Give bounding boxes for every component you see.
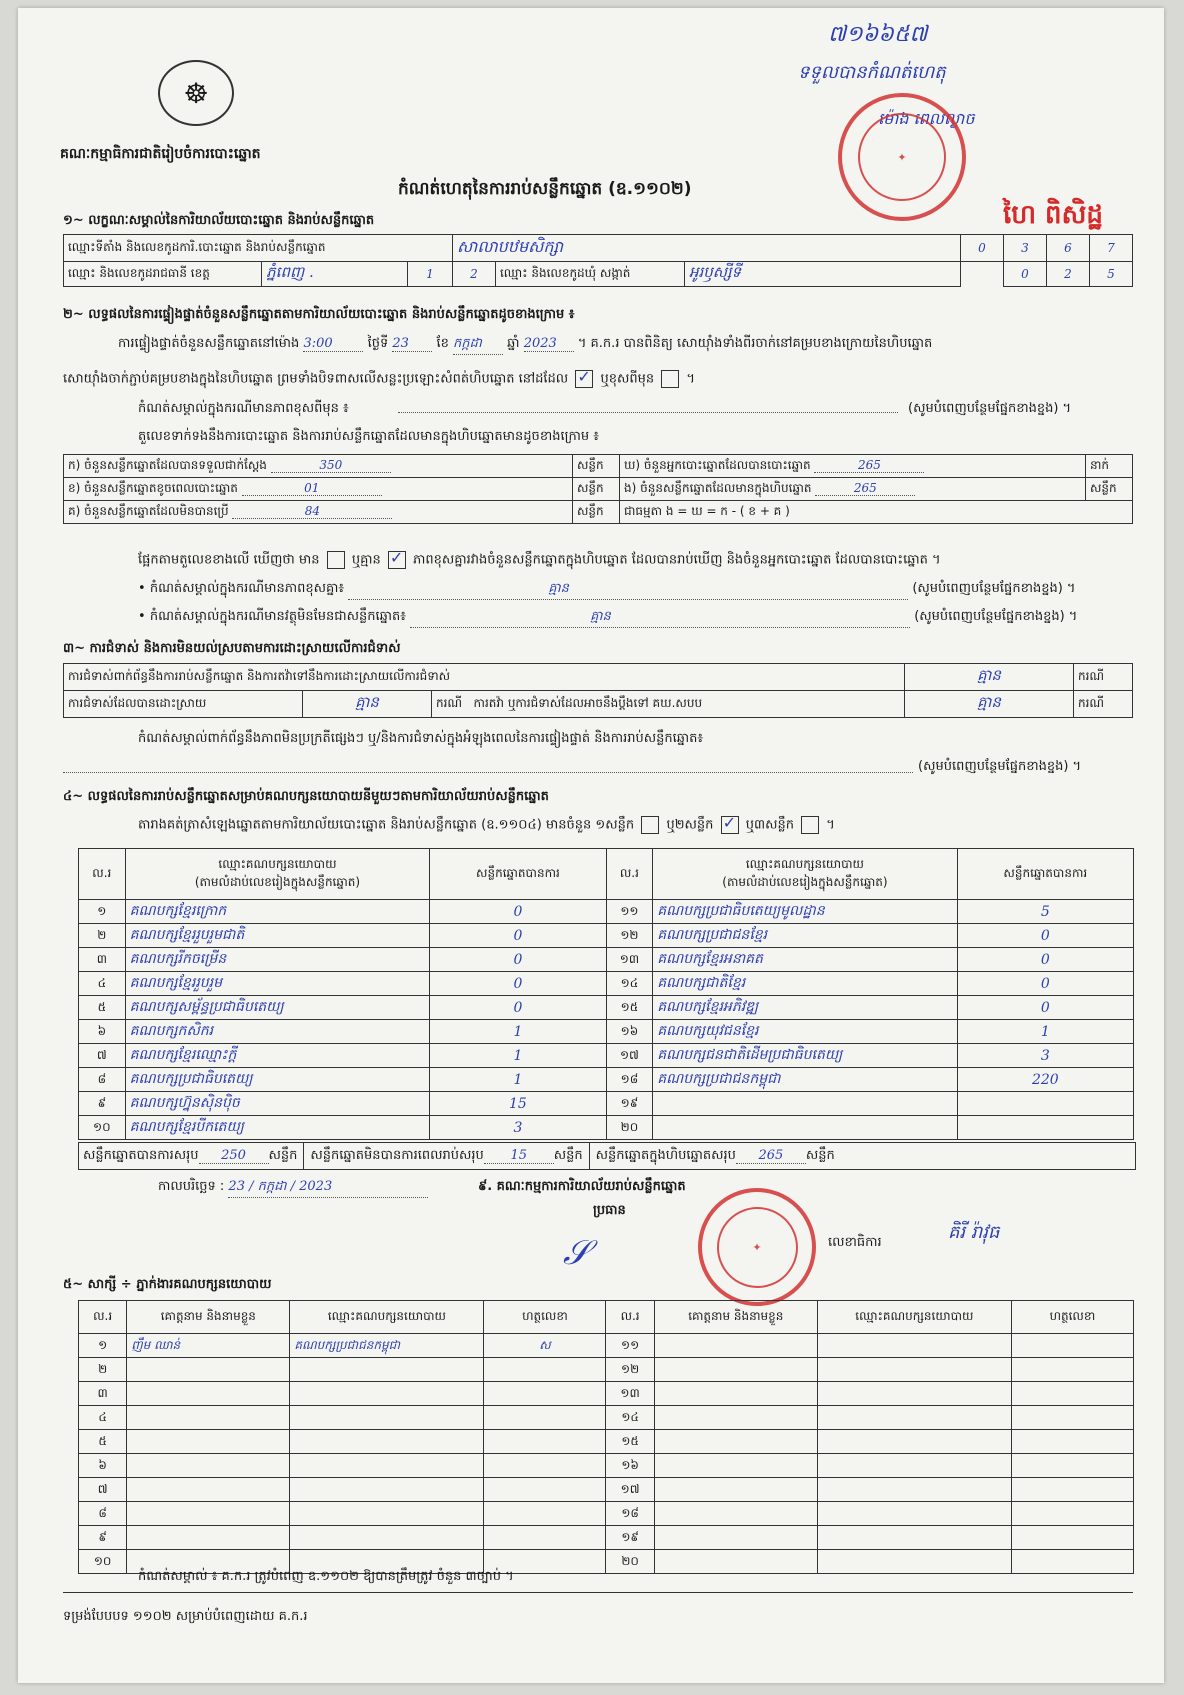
table-row — [79, 1358, 1134, 1382]
table-row — [79, 1382, 1134, 1406]
witness-signature — [1011, 1382, 1133, 1406]
witness-name: ញឹម ឈាន់ — [127, 1334, 290, 1358]
party-name — [653, 1092, 957, 1116]
witness-signature — [1011, 1454, 1133, 1478]
row-number: ១៥ — [606, 996, 653, 1020]
table-row — [79, 924, 1134, 948]
vote-count: 1 — [430, 1044, 606, 1068]
party-name — [653, 1116, 957, 1140]
witness-signature — [484, 1382, 606, 1406]
witness-signature — [484, 1358, 606, 1382]
witness-party — [817, 1454, 1011, 1478]
note1-fill: (សូមបំពេញបន្ថែមផ្នែកខាងខ្នង) ។ — [908, 401, 1072, 416]
row-number: ១៧ — [606, 1044, 653, 1068]
table-row — [79, 1092, 1134, 1116]
changed-checkbox[interactable] — [661, 370, 679, 388]
party-name: គណបក្សប្រជាជនកម្ពុជា — [653, 1068, 957, 1092]
witness-name — [127, 1454, 290, 1478]
row-number: ១៦ — [606, 1454, 654, 1478]
section3-heading: ៣~ ការជំទាស់ និងការមិនយល់ស្របតាមការដោះស្រាយលើការជំទាស់ — [63, 641, 401, 656]
row-number: ៥ — [79, 996, 126, 1020]
date-line: កាលបរិច្ឆេទ : 23 / កក្កដា / 2023 — [158, 1178, 428, 1198]
row-number: ៩ — [79, 1092, 126, 1116]
witness-name — [127, 1406, 290, 1430]
witness-name — [127, 1502, 290, 1526]
row-number: ៧ — [79, 1478, 127, 1502]
section3-note-line — [63, 772, 913, 773]
bullet1-value: គ្មាន — [348, 580, 908, 600]
party-name: គណបក្សខ្មែរបីកតេយ្យ — [125, 1116, 430, 1140]
section3-fill: (សូមបំពេញបន្ថែមផ្នែកខាងខ្នង) ។ — [918, 759, 1082, 774]
vote-count: 15 — [430, 1092, 606, 1116]
discrepancy-line: ផ្អែកតាមតួលេខខាងលើ ឃើញថា មាន ឬគ្មាន ✓ ភាពខុសគ្នារវាងចំនួនសន្លឹកឆ្នោតក្នុងហិបឆ្នោត ដែលបានរាប់ឃើញ និងចំនួនអ្នកបោះឆ្នោត ដែលបានបោះឆ្នោត ។ — [138, 551, 941, 571]
row-number: ៩ — [79, 1526, 127, 1550]
witness-name — [654, 1526, 817, 1550]
one-sheet-checkbox[interactable] — [641, 816, 659, 834]
vote-count: 3 — [957, 1044, 1133, 1068]
party-name: គណបក្សខ្មែរឈ្មោះក្ដី — [125, 1044, 430, 1068]
table-row — [79, 1116, 1134, 1140]
witness-name — [127, 1358, 290, 1382]
witness-signature: ស — [484, 1334, 606, 1358]
row-number: ១៦ — [606, 1020, 653, 1044]
resolved-value: គ្មាន — [303, 691, 432, 718]
witness-party — [817, 1526, 1011, 1550]
witness-party: គណបក្សប្រជាជនកម្ពុជា — [290, 1334, 484, 1358]
party-name: គណបក្សខ្មែរក្រោក — [125, 900, 430, 924]
party-name: គណបក្សប្រជាធិបតេយ្យ — [125, 1068, 430, 1092]
vote-count: 1 — [430, 1020, 606, 1044]
party-name: គណបក្សហ្វ៊ុនស៊ិនប៉ិច — [125, 1092, 430, 1116]
province-value: ភ្នំពេញ . — [262, 262, 408, 287]
section1-heading: ១~ លក្ខណៈសម្គាល់នៃការិយាល័យបោះឆ្នោត និងរាប់សន្លឹកឆ្នោត — [63, 213, 375, 228]
verification-line: ការផ្ទៀងផ្ទាត់ចំនួនសន្លឹកឆ្នោតនៅម៉ោង 3:00 ថ្ងៃទី 23 ខែ កក្កដា ឆ្នាំ 2023 ។ គ.ក.រ បានពិនិត្យ សោយ៉ាំងទាំងពីរចាក់នៅគម្របខាងក្រោយនៃហិបឆ្នោត — [118, 335, 1148, 355]
witness-party — [817, 1334, 1011, 1358]
witness-party — [290, 1358, 484, 1382]
vote-count: 0 — [430, 924, 606, 948]
table-row — [79, 1526, 1134, 1550]
witness-signature — [484, 1478, 606, 1502]
bullet1: • កំណត់សម្គាល់ក្នុងករណីមានភាពខុសគ្នា៖ គ្មាន (សូមបំពេញបន្ថែមផ្នែកខាងខ្នង) ។ — [138, 580, 1148, 600]
two-sheets-checkbox[interactable] — [721, 816, 739, 834]
witness-party — [817, 1382, 1011, 1406]
ballots-in-box-count: 265 — [815, 481, 915, 496]
footnote: កំណត់សម្គាល់ ៖ គ.ក.រ ត្រូវបំពេញ ឧ.១១០២ ឱ្យបានត្រឹមត្រូវ ចំនួន ៣ច្បាប់ ។ — [138, 1569, 514, 1584]
witness-signature — [484, 1526, 606, 1550]
witness-name — [127, 1382, 290, 1406]
witness-name — [654, 1550, 817, 1574]
row-number: ១៥ — [606, 1430, 654, 1454]
vote-count: 220 — [957, 1068, 1133, 1092]
seal-signer-name: ហៃ ពិសិដ្ឋ — [1003, 200, 1103, 230]
table-row — [79, 1020, 1134, 1044]
row-number: ៦ — [79, 1454, 127, 1478]
secretary-signature: គិរី រ៉ាវុធ — [948, 1222, 1000, 1243]
handwritten-receipt: ទទួលបានកំណត់ហេតុ — [798, 62, 946, 83]
note1-line — [398, 412, 898, 413]
row-number: ១៧ — [606, 1478, 654, 1502]
witness-signature — [484, 1430, 606, 1454]
witness-name — [654, 1358, 817, 1382]
objections-value: គ្មាន — [905, 664, 1074, 691]
witness-name — [654, 1382, 817, 1406]
form-sheet — [18, 8, 1164, 1683]
row-number: ៣ — [79, 1382, 127, 1406]
witness-table: ល.រ គោត្តនាម និងនាមខ្លួន ឈ្មោះគណបក្សនយោបាយ ហត្ថលេខា ល.រ គោត្តនាម និងនាមខ្លួន ឈ្មោះគណបក្សនយោបាយ ហត្ថលេខា ១ ញឹម ឈាន់ គណបក្សប្រជាជនកម្ពុជា ស ១១ ២ ១២ ៣ ១៣ ៤ ១៤ ៥ ១៥ ៦ ១៦ ៧ ១៧ ៨ ១៨ ៩ ១៩ ១០ ២០ — [78, 1300, 1134, 1574]
row-number: ១ — [79, 1334, 127, 1358]
province-label: ឈ្មោះ និងលេខកូដរាជធានី ខេត្ត — [64, 262, 262, 287]
witness-name — [654, 1478, 817, 1502]
unchanged-checkbox[interactable] — [575, 370, 593, 388]
party-name: គណបក្សជាតិខ្មែរ — [653, 972, 957, 996]
party-name: គណបក្សប្រជាធិបតេយ្យមូលដ្ឋាន — [653, 900, 957, 924]
row-number: ២ — [79, 924, 126, 948]
row-number: ២០ — [606, 1116, 653, 1140]
row-number: ៣ — [79, 948, 126, 972]
table-row — [79, 1478, 1134, 1502]
witness-signature — [484, 1406, 606, 1430]
row-number: ១៨ — [606, 1502, 654, 1526]
vote-count — [957, 1116, 1133, 1140]
row-number: ១៤ — [606, 972, 653, 996]
table-row — [79, 1068, 1134, 1092]
note1-label: កំណត់សម្គាល់ក្នុងករណីមានភាពខុសពីមុន ៖ — [138, 401, 349, 416]
witness-party — [290, 1454, 484, 1478]
row-number: ១០ — [79, 1550, 127, 1574]
totals-row: សន្លឹកឆ្នោតបានការសរុប 250 សន្លឹក សន្លឹកឆ្នោតមិនបានការពេលរាប់សរុប 15 សន្លឹក សន្លឹកឆ្នោតក្នុងហិបឆ្នោតសរុប 265 សន្លឹក — [78, 1142, 1136, 1170]
form-title: កំណត់ហេតុនៃការរាប់សន្លឹកឆ្នោត (ឧ.១១០២) — [398, 179, 692, 199]
party-name: គណបក្សខ្មែររួបរួម — [125, 972, 430, 996]
party-name: គណបក្សខ្មែរអនាគត — [653, 948, 957, 972]
party-name: គណបក្សយុវជនខ្មែរ — [653, 1020, 957, 1044]
org-name: គណៈកម្មាធិការជាតិរៀបចំការបោះឆ្នោត — [60, 146, 261, 162]
vote-count: 0 — [957, 948, 1133, 972]
no-discrepancy-checkbox[interactable] — [388, 551, 406, 569]
table-row — [79, 1430, 1134, 1454]
received-count: 350 — [271, 458, 391, 473]
witness-name — [654, 1454, 817, 1478]
vote-count — [957, 1092, 1133, 1116]
witness-name — [654, 1406, 817, 1430]
row-number: ១ — [79, 900, 126, 924]
party-name: គណបក្សជនជាតិដើមប្រជាធិបតេយ្យ — [653, 1044, 957, 1068]
row-number: ៧ — [79, 1044, 126, 1068]
table-row — [79, 996, 1134, 1020]
table-row — [79, 972, 1134, 996]
year-value: 2023 — [524, 336, 574, 352]
invalid-total: 15 — [484, 1148, 554, 1164]
spoiled-count: 01 — [242, 481, 382, 496]
row-number: ៨ — [79, 1502, 127, 1526]
row-number: ៨ — [79, 1068, 126, 1092]
vote-count: 0 — [957, 924, 1133, 948]
table-row — [79, 1454, 1134, 1478]
location-code-1: 0 — [961, 235, 1004, 262]
vote-count: 0 — [430, 996, 606, 1020]
row-number: ១៩ — [606, 1092, 653, 1116]
bullet2-value: គ្មាន — [410, 608, 910, 628]
section1-table — [63, 234, 1133, 287]
party-name: គណបក្សសម្ព័ន្ធប្រជាធិបតេយ្យ — [125, 996, 430, 1020]
witness-party — [817, 1502, 1011, 1526]
appeal-value: គ្មាន — [905, 691, 1074, 718]
witness-party — [817, 1430, 1011, 1454]
valid-total: 250 — [199, 1148, 269, 1164]
table-row — [79, 1502, 1134, 1526]
witness-signature — [484, 1454, 606, 1478]
row-number: ១៩ — [606, 1526, 654, 1550]
day-value: 23 — [392, 336, 432, 352]
witness-name — [127, 1526, 290, 1550]
section5-heading: ៥~ សាក្សី ÷ ភ្នាក់ងារគណបក្សនយោបាយ — [63, 1277, 272, 1292]
witness-signature — [1011, 1478, 1133, 1502]
has-discrepancy-checkbox[interactable] — [327, 551, 345, 569]
tally-sheets-line: តារាងគត់ត្រាសំឡេងឆ្នោតតាមការិយាល័យបោះឆ្នោត និងរាប់សន្លឹកឆ្នោត (ឧ.១១០៤) មានចំនួន ១សន្លឹក ឬ២សន្លឹក ✓ ឬ៣សន្លឹក ។ — [138, 816, 835, 836]
official-seal-top: ✦ — [838, 93, 966, 221]
commune-label: ឈ្មោះ និងលេខកូដឃុំ សង្កាត់ — [496, 262, 685, 287]
three-sheets-checkbox[interactable] — [801, 816, 819, 834]
party-name: គណបក្សប្រជាជនខ្មែរ — [653, 924, 957, 948]
vote-count: 1 — [957, 1020, 1133, 1044]
witness-party — [290, 1382, 484, 1406]
chair-signature: 𝒮 — [563, 1233, 590, 1273]
witness-signature — [1011, 1502, 1133, 1526]
witness-signature — [1011, 1526, 1133, 1550]
row-number: ១១ — [606, 900, 653, 924]
counts-intro: តួលេខទាក់ទងនឹងការបោះឆ្នោត និងការរាប់សន្លឹកឆ្នោតដែលមានក្នុងហិបឆ្នោតមានដូចខាងក្រោម ៖ — [138, 429, 599, 444]
handwritten-time: ម៉ោង ពេលល្ងាច — [878, 109, 975, 128]
witness-party — [817, 1478, 1011, 1502]
commune-code-1: 0 — [1004, 262, 1047, 287]
province-code-1: 1 — [407, 262, 452, 287]
witness-party — [817, 1550, 1011, 1574]
table-row — [79, 1044, 1134, 1068]
row-number: ១៤ — [606, 1406, 654, 1430]
witness-party — [290, 1478, 484, 1502]
section3-note: កំណត់សម្គាល់ពាក់ព័ន្ធនឹងភាពមិនប្រក្រតីផ្សេងៗ ឬ/និងការជំទាស់ក្នុងអំឡុងពេលនៃការផ្ទៀងផ្ទាត់ និងការរាប់សន្លឹកឆ្នោត៖ — [138, 731, 704, 746]
inbox-total: 265 — [736, 1148, 806, 1164]
witness-party — [817, 1406, 1011, 1430]
vote-count: 0 — [430, 948, 606, 972]
table-row — [79, 948, 1134, 972]
witness-signature — [1011, 1358, 1133, 1382]
witness-party — [817, 1358, 1011, 1382]
seal-line: សោយ៉ាំងចាក់ភ្ជាប់គម្របខាងក្នុងនៃហិបឆ្នោត ព្រមទាំងបិទពាសលើសន្លះប្រឡោះសំពត់ហិបឆ្នោត នៅដដែល ✓ ឬខុសពីមុន ។ — [63, 370, 695, 390]
row-number: ១០ — [79, 1116, 126, 1140]
results-table: ល.រ ឈ្មោះគណបក្សនយោបាយ (តាមលំដាប់លេខរៀងក្នុងសន្លឹកឆ្នោត) សន្លឹកឆ្នោតបានការ ល.រ ឈ្មោះគណបក្សនយោបាយ (តាមលំដាប់លេខរៀងក្នុងសន្លឹកឆ្នោត) សន្លឹកឆ្នោតបានការ ១ គណបក្សខ្មែរក្រោក 0 ១១ គណបក្សប្រជាធិបតេយ្យមូលដ្ឋាន 5 ២ គណបក្សខ្មែររួបរួមជាតិ 0 ១២ គណបក្សប្រជាជនខ្មែរ 0 ៣ គណបក្សរីកចម្រើន 0 ១៣ គណបក្សខ្មែរអនាគត 0 ៤ គណបក្សខ្មែររួបរួម 0 ១៤ គណបក្សជាតិខ្មែរ 0 ៥ គណបក្សសម្ព័ន្ធប្រជាធិបតេយ្យ 0 ១៥ គណបក្សខ្មែរអភិវឌ្ឍ 0 ៦ គណបក្សកសិករ 1 ១៦ គណបក្សយុវជនខ្មែរ 1 ៧ គណបក្សខ្មែរឈ្មោះក្ដី 1 ១៧ គណបក្សជនជាតិដើមប្រជាធិបតេយ្យ 3 ៨ គណបក្សប្រជាធិបតេយ្យ 1 ១៨ គណបក្សប្រជាជនកម្ពុជា 220 ៩ គណបក្សហ្វ៊ុនស៊ិនប៉ិច 15 ១៩ ១០ គណបក្សខ្មែរបីកតេយ្យ 3 ២០ — [78, 848, 1134, 1140]
witness-signature — [1011, 1430, 1133, 1454]
secretary-label: លេខាធិការ — [828, 1235, 882, 1250]
commune-code-2: 2 — [1047, 262, 1090, 287]
counts-table: ក) ចំនួនសន្លឹកឆ្នោតដែលបានទទួលជាក់ស្តែង 350 សន្លឹក ឃ) ចំនួនអ្នកបោះឆ្នោតដែលបានបោះឆ្នោត 265 នាក់ ខ) ចំនួនសន្លឹកឆ្នោតខូចពេលបោះឆ្នោត 01 សន្លឹក ង) ចំនួនសន្លឹកឆ្នោតដែលមានក្នុងហិបឆ្នោត 265 សន្លឹក គ) ចំនួនសន្លឹកឆ្នោតដែលមិនបានប្រើ 84 សន្លឹក ជាធម្មតា ង = ឃ = ក - ( ខ + គ ) — [63, 454, 1133, 524]
objections-table: ការជំទាស់ពាក់ព័ន្ធនឹងការរាប់សន្លឹកឆ្នោត និងការតវ៉ាទៅនឹងការដោះស្រាយលើការជំទាស់ គ្មាន ករណី ការជំទាស់ដែលបានដោះស្រាយ គ្មាន ករណី ការតវ៉ា ឬការជំទាស់ដែលអាចនឹងប្តឹងទៅ គឃ.សបប គ្មាន ករណី — [63, 663, 1133, 718]
vote-count: 0 — [430, 900, 606, 924]
bullet2: • កំណត់សម្គាល់ក្នុងករណីមានវត្ថុមិនមែនជាសន្លឹកឆ្នោត៖ គ្មាន (សូមបំពេញបន្ថែមផ្នែកខាងខ្នង) ។ — [138, 608, 1148, 628]
vote-count: 0 — [957, 996, 1133, 1020]
row-number: ៥ — [79, 1430, 127, 1454]
row-number: ៤ — [79, 972, 126, 996]
witness-party — [290, 1430, 484, 1454]
emblem-icon: ☸ — [158, 60, 234, 126]
witness-signature — [1011, 1334, 1133, 1358]
vote-count: 5 — [957, 900, 1133, 924]
witness-name — [654, 1430, 817, 1454]
party-name: គណបក្សខ្មែរអភិវឌ្ឍ — [653, 996, 957, 1020]
row-number: ៦ — [79, 1020, 126, 1044]
commune-code-3: 5 — [1090, 262, 1133, 287]
location-code-3: 6 — [1047, 235, 1090, 262]
province-code-2: 2 — [453, 262, 496, 287]
footer-divider — [63, 1592, 1133, 1593]
table-row — [79, 1406, 1134, 1430]
party-name: គណបក្សកសិករ — [125, 1020, 430, 1044]
location-value: សាលាបឋមសិក្សា — [453, 235, 961, 262]
witness-signature — [1011, 1406, 1133, 1430]
row-number: ១៣ — [606, 948, 653, 972]
row-number: ១២ — [606, 924, 653, 948]
table-row — [79, 900, 1134, 924]
row-number: ១១ — [606, 1334, 654, 1358]
witness-party — [290, 1502, 484, 1526]
row-number: ១២ — [606, 1358, 654, 1382]
row-number: ២០ — [606, 1550, 654, 1574]
date-value: 23 / កក្កដា / 2023 — [228, 1178, 428, 1198]
row-number: ១៣ — [606, 1382, 654, 1406]
row-number: ៤ — [79, 1406, 127, 1430]
table-row — [79, 1334, 1134, 1358]
location-label: ឈ្មោះទីតាំង និងលេខកូដការិ.បោះឆ្នោត និងរាប់សន្លឹកឆ្នោត — [64, 235, 453, 262]
witness-name — [654, 1502, 817, 1526]
vote-count: 3 — [430, 1116, 606, 1140]
commune-value: អូរឫស្សីទី — [685, 262, 961, 287]
party-name: គណបក្សខ្មែររួបរួមជាតិ — [125, 924, 430, 948]
witness-signature — [484, 1502, 606, 1526]
handwritten-number: ៧១៦៦៥៧ — [828, 22, 928, 47]
vote-count: 0 — [430, 972, 606, 996]
committee-label: ៩. គណៈកម្មការការិយាល័យរាប់សន្លឹកឆ្នោត — [478, 1179, 686, 1194]
voters-count: 265 — [814, 458, 924, 473]
chair-label: ប្រធាន — [593, 1203, 626, 1218]
formula: ជាធម្មតា ង = ឃ = ក - ( ខ + គ ) — [620, 501, 1133, 524]
witness-name — [127, 1478, 290, 1502]
location-code-4: 7 — [1090, 235, 1133, 262]
witness-name — [127, 1430, 290, 1454]
unused-count: 84 — [232, 504, 392, 519]
witness-party — [290, 1526, 484, 1550]
time-value: 3:00 — [303, 336, 363, 352]
vote-count: 1 — [430, 1068, 606, 1092]
witness-signature — [1011, 1550, 1133, 1574]
form-footer: ទម្រង់បែបបទ ១១០២ សម្រាប់បំពេញដោយ គ.ក.រ — [63, 1609, 308, 1624]
witness-party — [290, 1406, 484, 1430]
witness-name — [654, 1334, 817, 1358]
party-name: គណបក្សរីកចម្រើន — [125, 948, 430, 972]
vote-count: 0 — [957, 972, 1133, 996]
row-number: ១៨ — [606, 1068, 653, 1092]
official-seal-bottom: ✦ — [698, 1188, 816, 1306]
row-number: ២ — [79, 1358, 127, 1382]
location-code-2: 3 — [1004, 235, 1047, 262]
section4-heading: ៤~ លទ្ធផលនៃការរាប់សន្លឹកឆ្នោតសម្រាប់គណបក្សនយោបាយនីមួយៗតាមការិយាល័យរាប់សន្លឹកឆ្នោត — [63, 789, 549, 804]
month-value: កក្កដា — [453, 335, 503, 355]
section2-heading: ២~ លទ្ធផលនៃការផ្ទៀងផ្ទាត់ចំនួនសន្លឹកឆ្នោតតាមការិយាល័យបោះឆ្នោត និងរាប់សន្លឹកឆ្នោតដូចខាងក្រោម ៖ — [63, 307, 575, 322]
